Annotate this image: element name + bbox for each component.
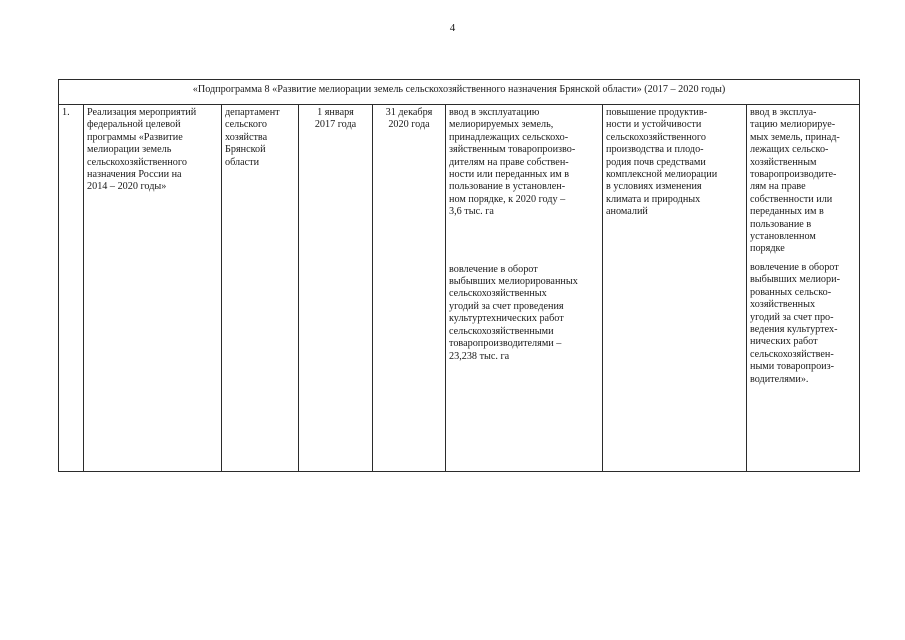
- executor-text: департамент сельского хозяйства Брянской области: [225, 107, 280, 168]
- start-date-cell: [299, 105, 373, 472]
- expected-result: повышение продуктив- ности и устойчивости сельскохозяйственного производства и плодо- родия почв средствами комплексной мелиорации в условиях изменения климата и природных аномалий: [606, 107, 718, 218]
- end-date: 31 декабря 2020 года: [385, 107, 433, 131]
- table-row: [59, 105, 860, 472]
- row-number-cell: [59, 105, 84, 472]
- linked-indicator-involvement: вовлечение в оборот выбывших мелиори- рованных сельско- хозяйственных угодий за счет про- ведения культуртех- нических работ сельскохозяйствен- ными товаропроиз- водителями».: [750, 261, 840, 385]
- linked-indicator-commissioning: ввод в эксплуа- тацию мелиорируе- мых земель, принад- лежащих сельско- хозяйственным товаропроизводите- лям на праве собственности или переданных им в пользование в установленном порядке: [750, 107, 840, 255]
- start-date: 1 января 2017 года: [314, 107, 357, 131]
- event-text: Реализация мероприятий федеральной целевой программы «Развитие мелиорации земель сельскохозяйственного назначения России на 2014 – 2020 годы»: [87, 107, 197, 193]
- subprogram-header-row: [59, 80, 860, 105]
- page-number: 4: [449, 22, 456, 34]
- event-cell: [84, 105, 222, 472]
- executor-cell: [222, 105, 299, 472]
- row-number: 1.: [62, 107, 70, 118]
- program-table: [58, 79, 860, 472]
- linked-indicators-cell: [747, 105, 860, 472]
- end-date-cell: [373, 105, 446, 472]
- subprogram-title: «Подпрограмма 8 «Развитие мелиорации земель сельскохозяйственного назначения Брянской области» (2017 – 2020 годы): [59, 80, 860, 105]
- indicator-commissioning: ввод в эксплуатацию мелиорируемых земель, принадлежащих сельскохо- зяйственным товаропроизво- дителям на праве собствен- ности или переданных им в пользование в установлен- ном порядке, к 2020 году – 3,6 тыс. га: [449, 107, 576, 218]
- indicator-involvement: вовлечение в оборот выбывших мелиорированных сельскохозяйственных угодий за счет проведения культуртехнических работ сельскохозяйственными товаропроизводителями – 23,238 тыс. га: [449, 263, 578, 362]
- result-cell: [603, 105, 747, 472]
- indicators-cell: [446, 105, 603, 472]
